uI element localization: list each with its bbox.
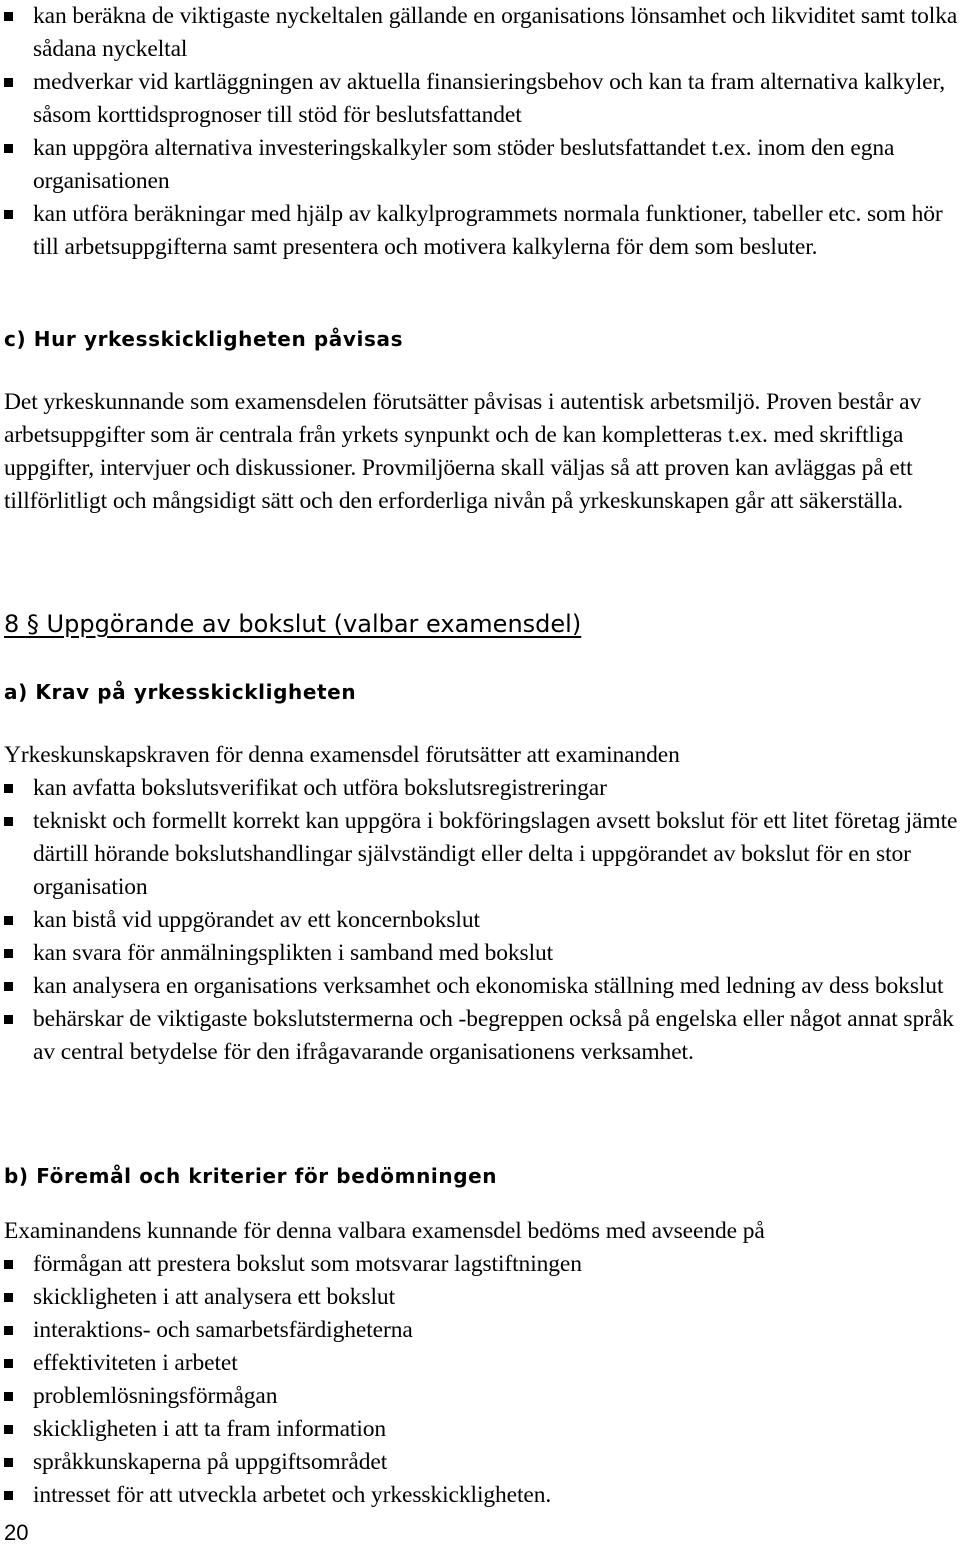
list-item: behärskar de viktigaste bokslutstermerna och -begreppen också på engelska eller något annat språk av central betydelse för den ifrågavarande organisationens verksamhet. <box>0 1003 960 1069</box>
section-c-paragraph: Det yrkeskunnande som examensdelen förutsätter påvisas i autentisk arbetsmiljö. Proven består av arbetsuppgifter som är centrala från yrkets synpunkt och de kan kompletteras t.ex. med skriftliga uppgifter, intervjuer och diskussioner. Provmiljöerna skall väljas så att proven kan avläggas på ett tillförlitligt och mångsidigt sätt och den erforderliga nivån på yrkeskunskapen går att säkerställa. <box>4 389 922 514</box>
list-item: effektiviteten i arbetet <box>0 1347 960 1380</box>
requirements-list <box>0 772 960 1069</box>
section-c-heading: c) Hur yrkesskickligheten påvisas <box>4 327 404 351</box>
assessment-criteria-list <box>0 1248 960 1512</box>
list-item: kan svara för anmälningsplikten i samband med bokslut <box>0 937 960 970</box>
list-item: kan uppgöra alternativa investeringskalkyler som stöder beslutsfattandet t.ex. inom den egna organisationen <box>0 132 960 198</box>
list-item: kan beräkna de viktigaste nyckeltalen gällande en organisations lönsamhet och likviditet samt tolka sådana nyckeltal <box>0 0 960 66</box>
list-item: interaktions- och samarbetsfärdigheterna <box>0 1314 960 1347</box>
list-item: kan utföra beräkningar med hjälp av kalkylprogrammets normala funktioner, tabeller etc. som hör till arbetsuppgifterna samt presentera och motivera kalkylerna för dem som besluter. <box>0 198 960 264</box>
list-item: medverkar vid kartläggningen av aktuella finansieringsbehov och kan ta fram alternativa kalkyler, såsom korttidsprognoser till stöd för beslutsfattandet <box>0 66 960 132</box>
list-item: kan avfatta bokslutsverifikat och utföra bokslutsregistreringar <box>0 772 960 805</box>
page-number: 20 <box>4 1520 29 1545</box>
section-a-intro: Yrkeskunskapskraven för denna examensdel förutsätter att examinanden <box>4 742 680 768</box>
section-b-heading: b) Föremål och kriterier för bedömningen <box>4 1164 498 1188</box>
list-item: förmågan att prestera bokslut som motsvarar lagstiftningen <box>0 1248 960 1281</box>
competence-list-continued <box>0 0 960 264</box>
list-item: skickligheten i att analysera ett bokslut <box>0 1281 960 1314</box>
section-a-heading: a) Krav på yrkesskickligheten <box>4 680 357 704</box>
list-item: tekniskt och formellt korrekt kan uppgöra i bokföringslagen avsett bokslut för ett litet företag jämte därtill hörande bokslutshandlingar självständigt eller delta i uppgörandet av bokslut för en stor organisation <box>0 805 960 904</box>
section-8-title: 8 § Uppgörande av bokslut (valbar examensdel) <box>4 610 582 638</box>
list-item: språkkunskaperna på uppgiftsområdet <box>0 1446 960 1479</box>
list-item: skickligheten i att ta fram information <box>0 1413 960 1446</box>
list-item: kan analysera en organisations verksamhet och ekonomiska ställning med ledning av dess bokslut <box>0 970 960 1003</box>
list-item: kan bistå vid uppgörandet av ett koncernbokslut <box>0 904 960 937</box>
list-item: intresset för att utveckla arbetet och yrkesskickligheten. <box>0 1479 960 1512</box>
section-b-intro: Examinandens kunnande för denna valbara examensdel bedöms med avseende på <box>4 1218 765 1244</box>
list-item: problemlösningsförmågan <box>0 1380 960 1413</box>
